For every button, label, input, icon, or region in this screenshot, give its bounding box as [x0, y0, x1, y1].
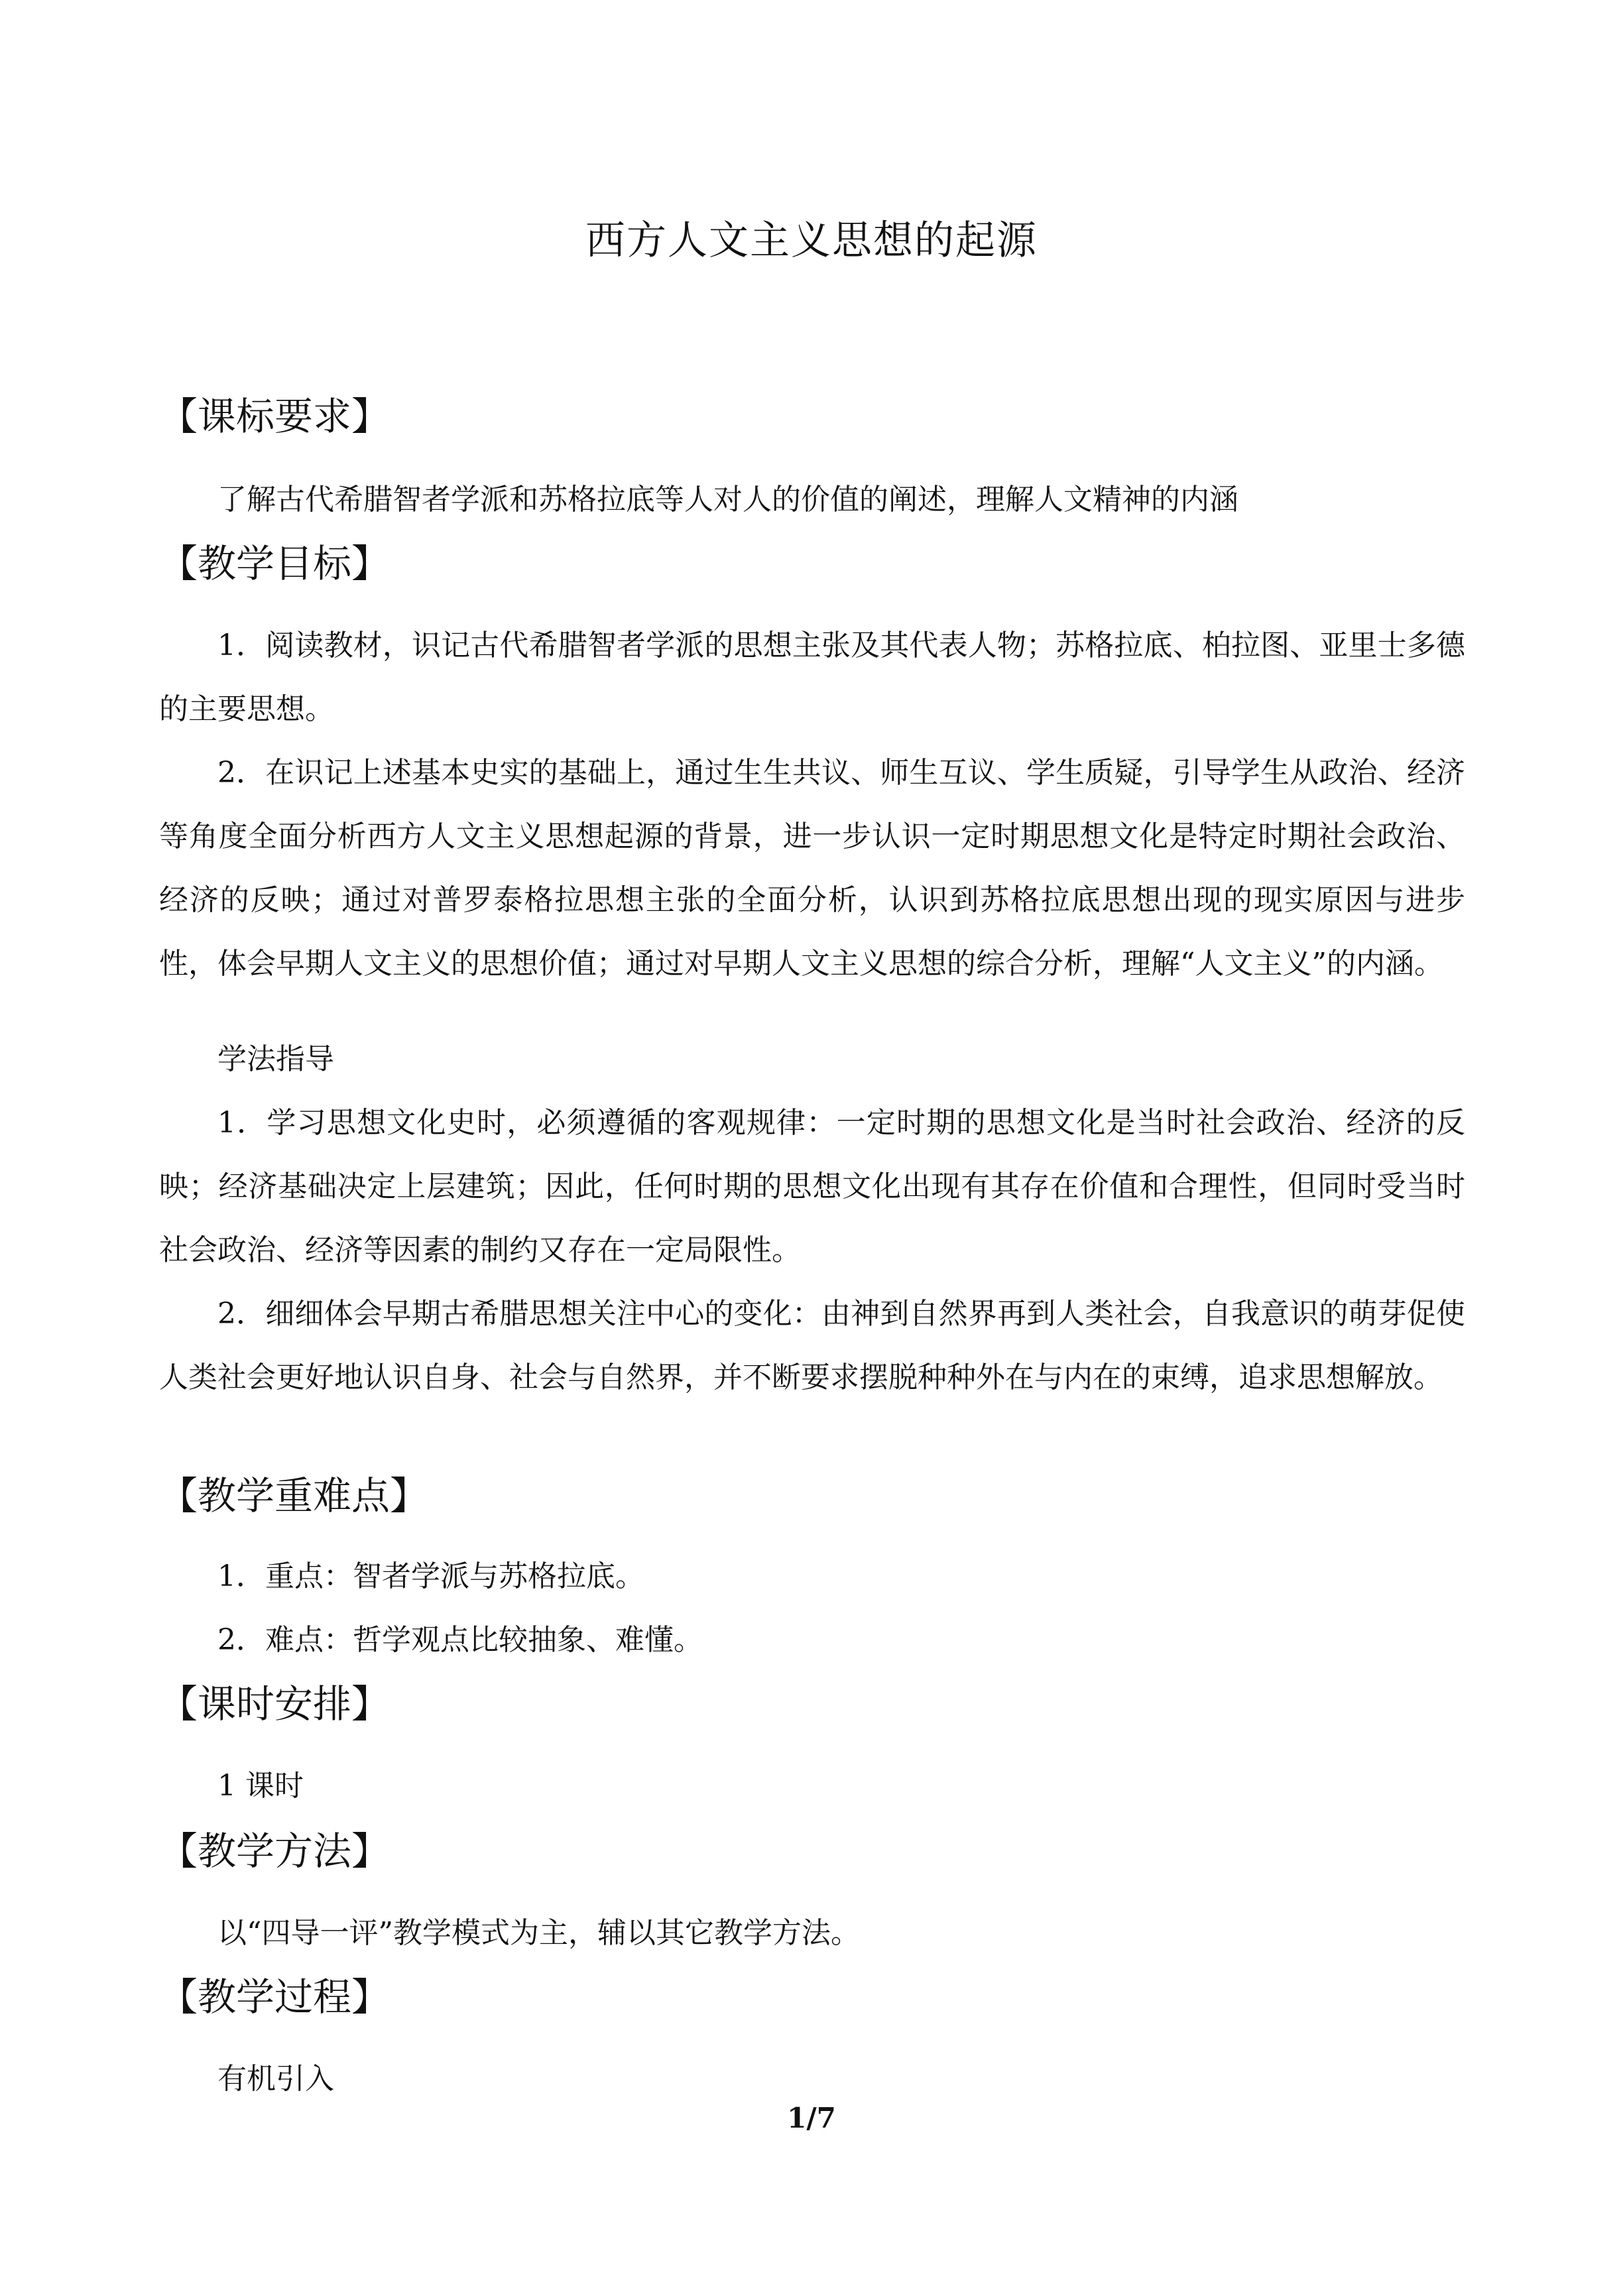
heading-jiaoxue-mubiao: 【教学目标】: [159, 541, 391, 586]
key-point-2: 2．难点：哲学观点比较抽象、难懂。: [217, 1623, 703, 1657]
guocheng-text: 有机引入: [217, 2062, 334, 2096]
method-item-2: 2．细细体会早期古希腊思想关注中心的变化：由神到自然界再到人类社会，自我意识的萌芽促使人类社会更好地认识自身、社会与自然界，并不断要求摆脱种种外在与内在的束缚，追求思想解放。: [159, 1297, 1465, 1394]
heading-zhongnandian: 【教学重难点】: [159, 1473, 429, 1518]
method-subheading: 学法指导: [217, 1042, 334, 1076]
heading-keshi: 【课时安排】: [159, 1681, 391, 1726]
goal-item-1: 1．阅读教材，识记古代希腊智者学派的思想主张及其代表人物；苏格拉底、柏拉图、亚里士多德的主要思想。: [159, 629, 1465, 726]
kebiao-text: 了解古代希腊智者学派和苏格拉底等人对人的价值的阐述，理解人文精神的内涵: [217, 483, 1238, 516]
keshi-text: 1 课时: [217, 1769, 304, 1803]
document-title: 西方人文主义思想的起源: [585, 217, 1038, 264]
method-item-1: 1．学习思想文化史时，必须遵循的客观规律：一定时期的思想文化是当时社会政治、经济的反映；经济基础决定上层建筑；因此，任何时期的思想文化出现有其存在价值和合理性，但同时受当时社会政治、经济等因素的制约又存在一定局限性。: [159, 1106, 1465, 1267]
heading-guocheng: 【教学过程】: [159, 1974, 391, 2020]
key-point-1: 1．重点：智者学派与苏格拉底。: [217, 1559, 644, 1593]
fangfa-text: 以“四导一评”教学模式为主，辅以其它教学方法。: [217, 1916, 860, 1950]
goal-item-2: 2．在识记上述基本史实的基础上，通过生生共议、师生互议、学生质疑，引导学生从政治、经济等角度全面分析西方人文主义思想起源的背景，进一步认识一定时期思想文化是特定时期社会政治、经济的反映；通过对普罗泰格拉思想主张的全面分析，认识到苏格拉底思想出现的现实原因与进步性，体会早期人文主义的思想价值；通过对早期人文主义思想的综合分析，理解“人文主义”的内涵。: [159, 756, 1465, 981]
heading-kebiao: 【课标要求】: [159, 394, 391, 439]
heading-fangfa: 【教学方法】: [159, 1829, 391, 1874]
page-number: 1/7: [787, 2102, 836, 2134]
